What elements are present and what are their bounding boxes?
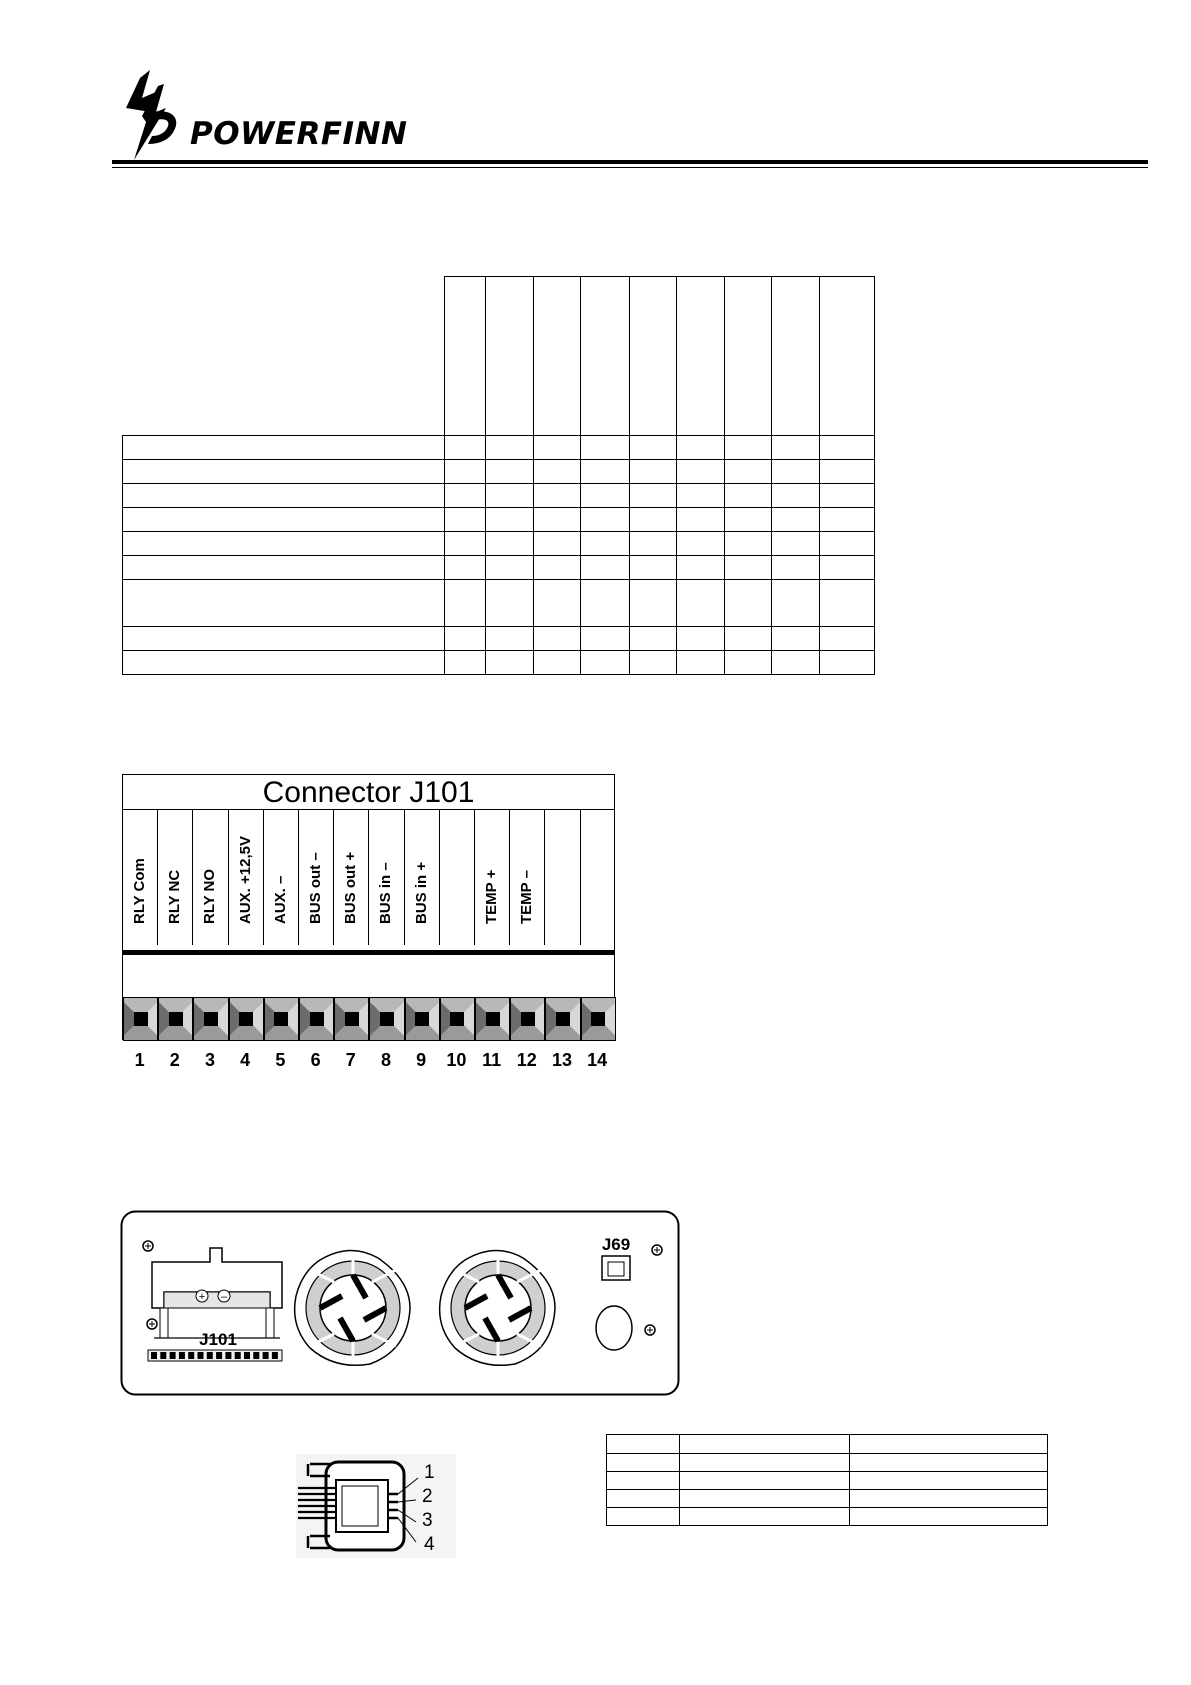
table-cell xyxy=(680,1454,850,1472)
table-cell xyxy=(772,508,820,532)
table-cell xyxy=(581,436,630,460)
terminal-screw xyxy=(158,997,193,1041)
table-corner xyxy=(123,277,445,436)
table-row xyxy=(607,1435,1048,1454)
rj-connector-illustration xyxy=(296,1454,456,1558)
table-cell xyxy=(850,1435,1048,1454)
pin-label-cell xyxy=(334,810,369,945)
table-cell xyxy=(534,532,581,556)
terminal-screw xyxy=(299,997,334,1041)
table-cell xyxy=(607,1508,680,1526)
connector-divider xyxy=(123,950,614,955)
pin-label: AUX. – xyxy=(271,875,289,924)
table-header-cell xyxy=(820,277,875,436)
table-header-cell xyxy=(772,277,820,436)
table-row xyxy=(123,508,875,532)
table-cell xyxy=(677,556,725,580)
table-cell xyxy=(725,484,772,508)
table-cell xyxy=(445,460,486,484)
pin-label: BUS out – xyxy=(307,852,325,924)
table-header-row xyxy=(123,277,875,436)
pin-number: 7 xyxy=(345,1050,356,1070)
header-rule-thin xyxy=(112,167,1148,168)
pin-number: 12 xyxy=(516,1050,537,1070)
pin-label-cell xyxy=(264,810,299,945)
table-cell xyxy=(820,651,875,675)
table-cell xyxy=(607,1435,680,1454)
terminal-screw xyxy=(229,997,264,1041)
terminal-pin xyxy=(188,1352,194,1359)
device-back-panel xyxy=(120,1210,680,1396)
table-cell xyxy=(630,508,677,532)
table-cell xyxy=(772,484,820,508)
table-cell xyxy=(534,508,581,532)
table-cell xyxy=(850,1508,1048,1526)
table-cell xyxy=(123,580,445,627)
table-row xyxy=(123,484,875,508)
rj-pin-label: 1 xyxy=(424,1462,435,1483)
table-cell xyxy=(680,1508,850,1526)
table-cell xyxy=(123,460,445,484)
pin-label: TEMP + xyxy=(483,869,501,924)
panel-j69-label: J69 xyxy=(601,1235,631,1254)
table-cell xyxy=(725,556,772,580)
table-cell xyxy=(486,460,534,484)
rj-pin-label: 4 xyxy=(424,1534,435,1555)
table-cell xyxy=(630,627,677,651)
table-cell xyxy=(534,580,581,627)
pin-label: BUS in + xyxy=(412,861,430,924)
pin-number: 14 xyxy=(587,1050,608,1070)
table-cell xyxy=(630,484,677,508)
table-cell xyxy=(772,627,820,651)
table-cell xyxy=(581,556,630,580)
table-cell xyxy=(534,627,581,651)
table-cell xyxy=(677,436,725,460)
table-cell xyxy=(677,532,725,556)
terminal-pin xyxy=(272,1352,278,1359)
table-cell xyxy=(486,508,534,532)
pin-label: AUX. +12,5V xyxy=(236,836,254,924)
terminal-screw xyxy=(475,997,510,1041)
connector-j101-diagram xyxy=(122,774,616,1074)
terminal-row xyxy=(123,997,614,1041)
pin-number: 3 xyxy=(204,1050,215,1070)
table-cell xyxy=(486,436,534,460)
table-row xyxy=(607,1472,1048,1490)
pin-label-cell xyxy=(475,810,510,945)
table-cell xyxy=(486,651,534,675)
table-cell xyxy=(772,436,820,460)
pin-label-cell xyxy=(123,810,158,945)
table-cell xyxy=(677,580,725,627)
table-cell xyxy=(725,651,772,675)
terminal-pin xyxy=(198,1352,204,1359)
terminal-pin xyxy=(263,1352,269,1359)
table-cell xyxy=(677,651,725,675)
table-header-cell xyxy=(630,277,677,436)
pin-label-cell xyxy=(440,810,475,945)
table-cell xyxy=(850,1454,1048,1472)
table-cell xyxy=(772,532,820,556)
table-cell xyxy=(123,484,445,508)
pin-label-cell xyxy=(369,810,404,945)
table-cell xyxy=(850,1490,1048,1508)
table-cell xyxy=(677,627,725,651)
table-cell xyxy=(486,484,534,508)
table-row xyxy=(123,627,875,651)
connector-frame xyxy=(122,774,615,1040)
table-header-cell xyxy=(677,277,725,436)
table-cell xyxy=(486,556,534,580)
table-cell xyxy=(123,627,445,651)
table-cell xyxy=(820,460,875,484)
table-cell xyxy=(123,508,445,532)
table-cell xyxy=(820,508,875,532)
rj-pin-label: 2 xyxy=(422,1486,433,1507)
brand-name: POWERFINN xyxy=(190,116,408,152)
pin-number: 10 xyxy=(446,1050,467,1070)
terminal-pin xyxy=(244,1352,250,1359)
terminal-screw xyxy=(334,997,369,1041)
pin-label: RLY NO xyxy=(201,868,219,924)
pin-label: RLY NC xyxy=(166,869,184,924)
table-cell xyxy=(725,580,772,627)
table-cell xyxy=(850,1472,1048,1490)
rj-pin-label: 3 xyxy=(422,1510,433,1531)
table-cell xyxy=(725,436,772,460)
pin-label: BUS out + xyxy=(342,851,360,924)
table-cell xyxy=(445,556,486,580)
table-cell xyxy=(680,1490,850,1508)
terminal-screw xyxy=(440,997,475,1041)
table-cell xyxy=(581,627,630,651)
terminal-pin xyxy=(216,1352,222,1359)
pin-label-cell xyxy=(510,810,545,945)
terminal-screw xyxy=(405,997,440,1041)
pin-number: 4 xyxy=(240,1050,251,1070)
table-cell xyxy=(820,627,875,651)
terminal-pin xyxy=(179,1352,185,1359)
table-cell xyxy=(630,460,677,484)
pin-label-cell xyxy=(581,810,616,945)
table-cell xyxy=(680,1472,850,1490)
table-cell xyxy=(772,460,820,484)
terminal-screw xyxy=(264,997,299,1041)
table-cell xyxy=(820,556,875,580)
pin-label-cell xyxy=(229,810,264,945)
table-cell xyxy=(772,580,820,627)
terminal-pin xyxy=(235,1352,241,1359)
terminal-screw xyxy=(581,997,616,1041)
table-cell xyxy=(581,508,630,532)
table-cell xyxy=(630,436,677,460)
table-cell xyxy=(445,580,486,627)
pin-number: 2 xyxy=(169,1050,180,1070)
table-cell xyxy=(725,627,772,651)
pin-number: 6 xyxy=(310,1050,321,1070)
terminal-screw xyxy=(545,997,580,1041)
table-cell xyxy=(820,532,875,556)
table-cell xyxy=(581,460,630,484)
lightning-logo-icon xyxy=(112,68,192,164)
table-row xyxy=(123,532,875,556)
table-row xyxy=(607,1508,1048,1526)
table-cell xyxy=(677,508,725,532)
rj-connector-diagram xyxy=(296,1454,456,1558)
specification-table xyxy=(122,276,875,675)
table-cell xyxy=(581,651,630,675)
table-cell xyxy=(534,436,581,460)
table-header-cell xyxy=(725,277,772,436)
terminal-pin xyxy=(207,1352,213,1359)
table-cell xyxy=(123,532,445,556)
table-row xyxy=(123,436,875,460)
table-cell xyxy=(486,627,534,651)
pin-number: 5 xyxy=(275,1050,286,1070)
table-cell xyxy=(725,460,772,484)
table-cell xyxy=(123,651,445,675)
table-cell xyxy=(677,460,725,484)
pin-number: 13 xyxy=(551,1050,572,1070)
table-cell xyxy=(445,627,486,651)
table-header-cell xyxy=(445,277,486,436)
terminal-pin xyxy=(253,1352,259,1359)
back-panel-illustration xyxy=(120,1210,680,1396)
table-cell xyxy=(820,484,875,508)
table-cell xyxy=(820,436,875,460)
rj-pinout-table xyxy=(606,1434,1048,1526)
table-cell xyxy=(607,1472,680,1490)
terminal-screw xyxy=(123,997,158,1041)
table-cell xyxy=(581,532,630,556)
pin-label-cell xyxy=(405,810,440,945)
table-header-cell xyxy=(581,277,630,436)
table-header-cell xyxy=(534,277,581,436)
pin-label-cell xyxy=(545,810,580,945)
terminal-pin xyxy=(151,1352,157,1359)
table-cell xyxy=(630,556,677,580)
terminal-pin xyxy=(160,1352,166,1359)
table-row xyxy=(607,1490,1048,1508)
table-cell xyxy=(123,556,445,580)
table-cell xyxy=(445,508,486,532)
table-header-cell xyxy=(486,277,534,436)
pin-label-cell xyxy=(193,810,228,945)
table-cell xyxy=(581,580,630,627)
table-cell xyxy=(534,651,581,675)
table-cell xyxy=(630,532,677,556)
table-cell xyxy=(677,484,725,508)
terminal-pin xyxy=(170,1352,176,1359)
table-cell xyxy=(445,651,486,675)
table-row xyxy=(123,580,875,627)
table-cell xyxy=(820,580,875,627)
pin-number: 11 xyxy=(482,1050,502,1070)
table-cell xyxy=(630,580,677,627)
terminal-screw xyxy=(510,997,545,1041)
pin-label: BUS in – xyxy=(377,862,395,924)
table-cell xyxy=(486,580,534,627)
table-cell xyxy=(607,1454,680,1472)
powerfinn-logo xyxy=(112,68,462,164)
header-rule xyxy=(112,160,1148,164)
table-cell xyxy=(630,651,677,675)
pin-label: RLY Com xyxy=(131,858,149,924)
pin-label-cell xyxy=(299,810,334,945)
pin-number: 8 xyxy=(380,1050,391,1070)
table-cell xyxy=(680,1435,850,1454)
table-row xyxy=(607,1454,1048,1472)
table-cell xyxy=(534,460,581,484)
cable-grommet xyxy=(596,1306,632,1350)
table-row xyxy=(123,556,875,580)
table-cell xyxy=(486,532,534,556)
minus-sign: – xyxy=(220,1291,228,1303)
pin-number: 9 xyxy=(416,1050,427,1070)
table-row xyxy=(123,651,875,675)
table-row xyxy=(123,460,875,484)
terminal-screw xyxy=(369,997,404,1041)
pin-label-cell xyxy=(158,810,193,945)
table-cell xyxy=(445,484,486,508)
connector-title: Connector J101 xyxy=(123,775,614,810)
table-cell xyxy=(445,436,486,460)
table-cell xyxy=(772,556,820,580)
table-cell xyxy=(534,556,581,580)
table-cell xyxy=(123,436,445,460)
table-cell xyxy=(725,532,772,556)
table-cell xyxy=(445,532,486,556)
panel-j101-label: J101 xyxy=(199,1330,237,1349)
table-cell xyxy=(725,508,772,532)
table-cell xyxy=(581,484,630,508)
pin-number: 1 xyxy=(134,1050,145,1070)
plus-sign: + xyxy=(198,1291,206,1303)
pin-label: TEMP – xyxy=(518,870,536,924)
terminal-screw xyxy=(193,997,228,1041)
table-cell xyxy=(534,484,581,508)
table-cell xyxy=(607,1490,680,1508)
table-cell xyxy=(772,651,820,675)
terminal-pin xyxy=(225,1352,231,1359)
